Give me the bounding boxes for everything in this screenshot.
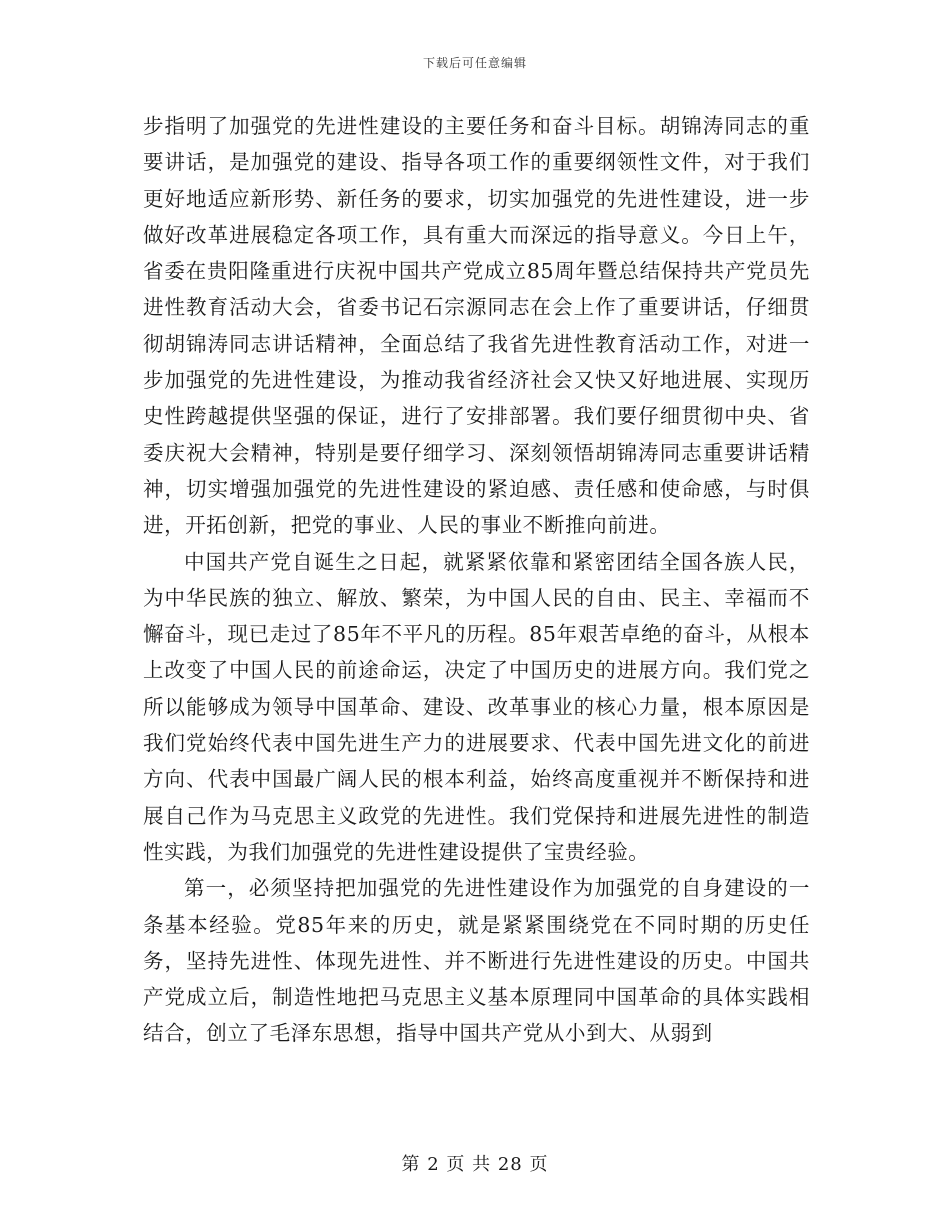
document-body [143,108,810,1052]
paragraph-2: 中国共产党自诞生之日起，就紧紧依靠和紧密团结全国各族人民，为中华民族的独立、解放、繁荣，为中国人民的自由、民主、幸福而不懈奋斗，现已走过了85年不平凡的历程。85年艰苦卓绝的奋斗，从根本上改变了中国人民的前途命运，决定了中国历史的进展方向。我们党之所以能够成为领导中国革命、建设、改革事业的核心力量，根本原因是我们党始终代表中国先进生产力的进展要求、代表中国先进文化的前进方向、代表中国最广阔人民的根本利益，始终高度重视并不断保持和进展自己作为马克思主义政党的先进性。我们党保持和进展先进性的制造性实践，为我们加强党的先进性建设提供了宝贵经验。 [143,549,810,864]
paragraph-1: 步指明了加强党的先进性建设的主要任务和奋斗目标。胡锦涛同志的重要讲话，是加强党的建设、指导各项工作的重要纲领性文件，对于我们更好地适应新形势、新任务的要求，切实加强党的先进性建设，进一步做好改革进展稳定各项工作，具有重大而深远的指导意义。今日上午，省委在贵阳隆重进行庆祝中国共产党成立85周年暨总结保持共产党员先进性教育活动大会，省委书记石宗源同志在会上作了重要讲话，仔细贯彻胡锦涛同志讲话精神，全面总结了我省先进性教育活动工作，对进一步加强党的先进性建设，为推动我省经济社会又快又好地进展、实现历史性跨越提供坚强的保证，进行了安排部署。我们要仔细贯彻中央、省委庆祝大会精神，特别是要仔细学习、深刻领悟胡锦涛同志重要讲话精神，切实增强加强党的先进性建设的紧迫感、责任感和使命感，与时俱进，开拓创新，把党的事业、人民的事业不断推向前进。 [143,114,810,538]
page-footer: 第 2 页 共 28 页 [401,1154,549,1175]
page-header: 下载后可任意编辑 [422,56,527,70]
paragraph-3: 第一，必须坚持把加强党的先进性建设作为加强党的自身建设的一条基本经验。党85年来的历史，就是紧紧围绕党在不同时期的历史任务，坚持先进性、体现先进性、并不断进行先进性建设的历史。中国共产党成立后，制造性地把马克思主义基本原理同中国革命的具体实践相结合，创立了毛泽东思想，指导中国共产党从小到大、从弱到 [143,876,810,1046]
